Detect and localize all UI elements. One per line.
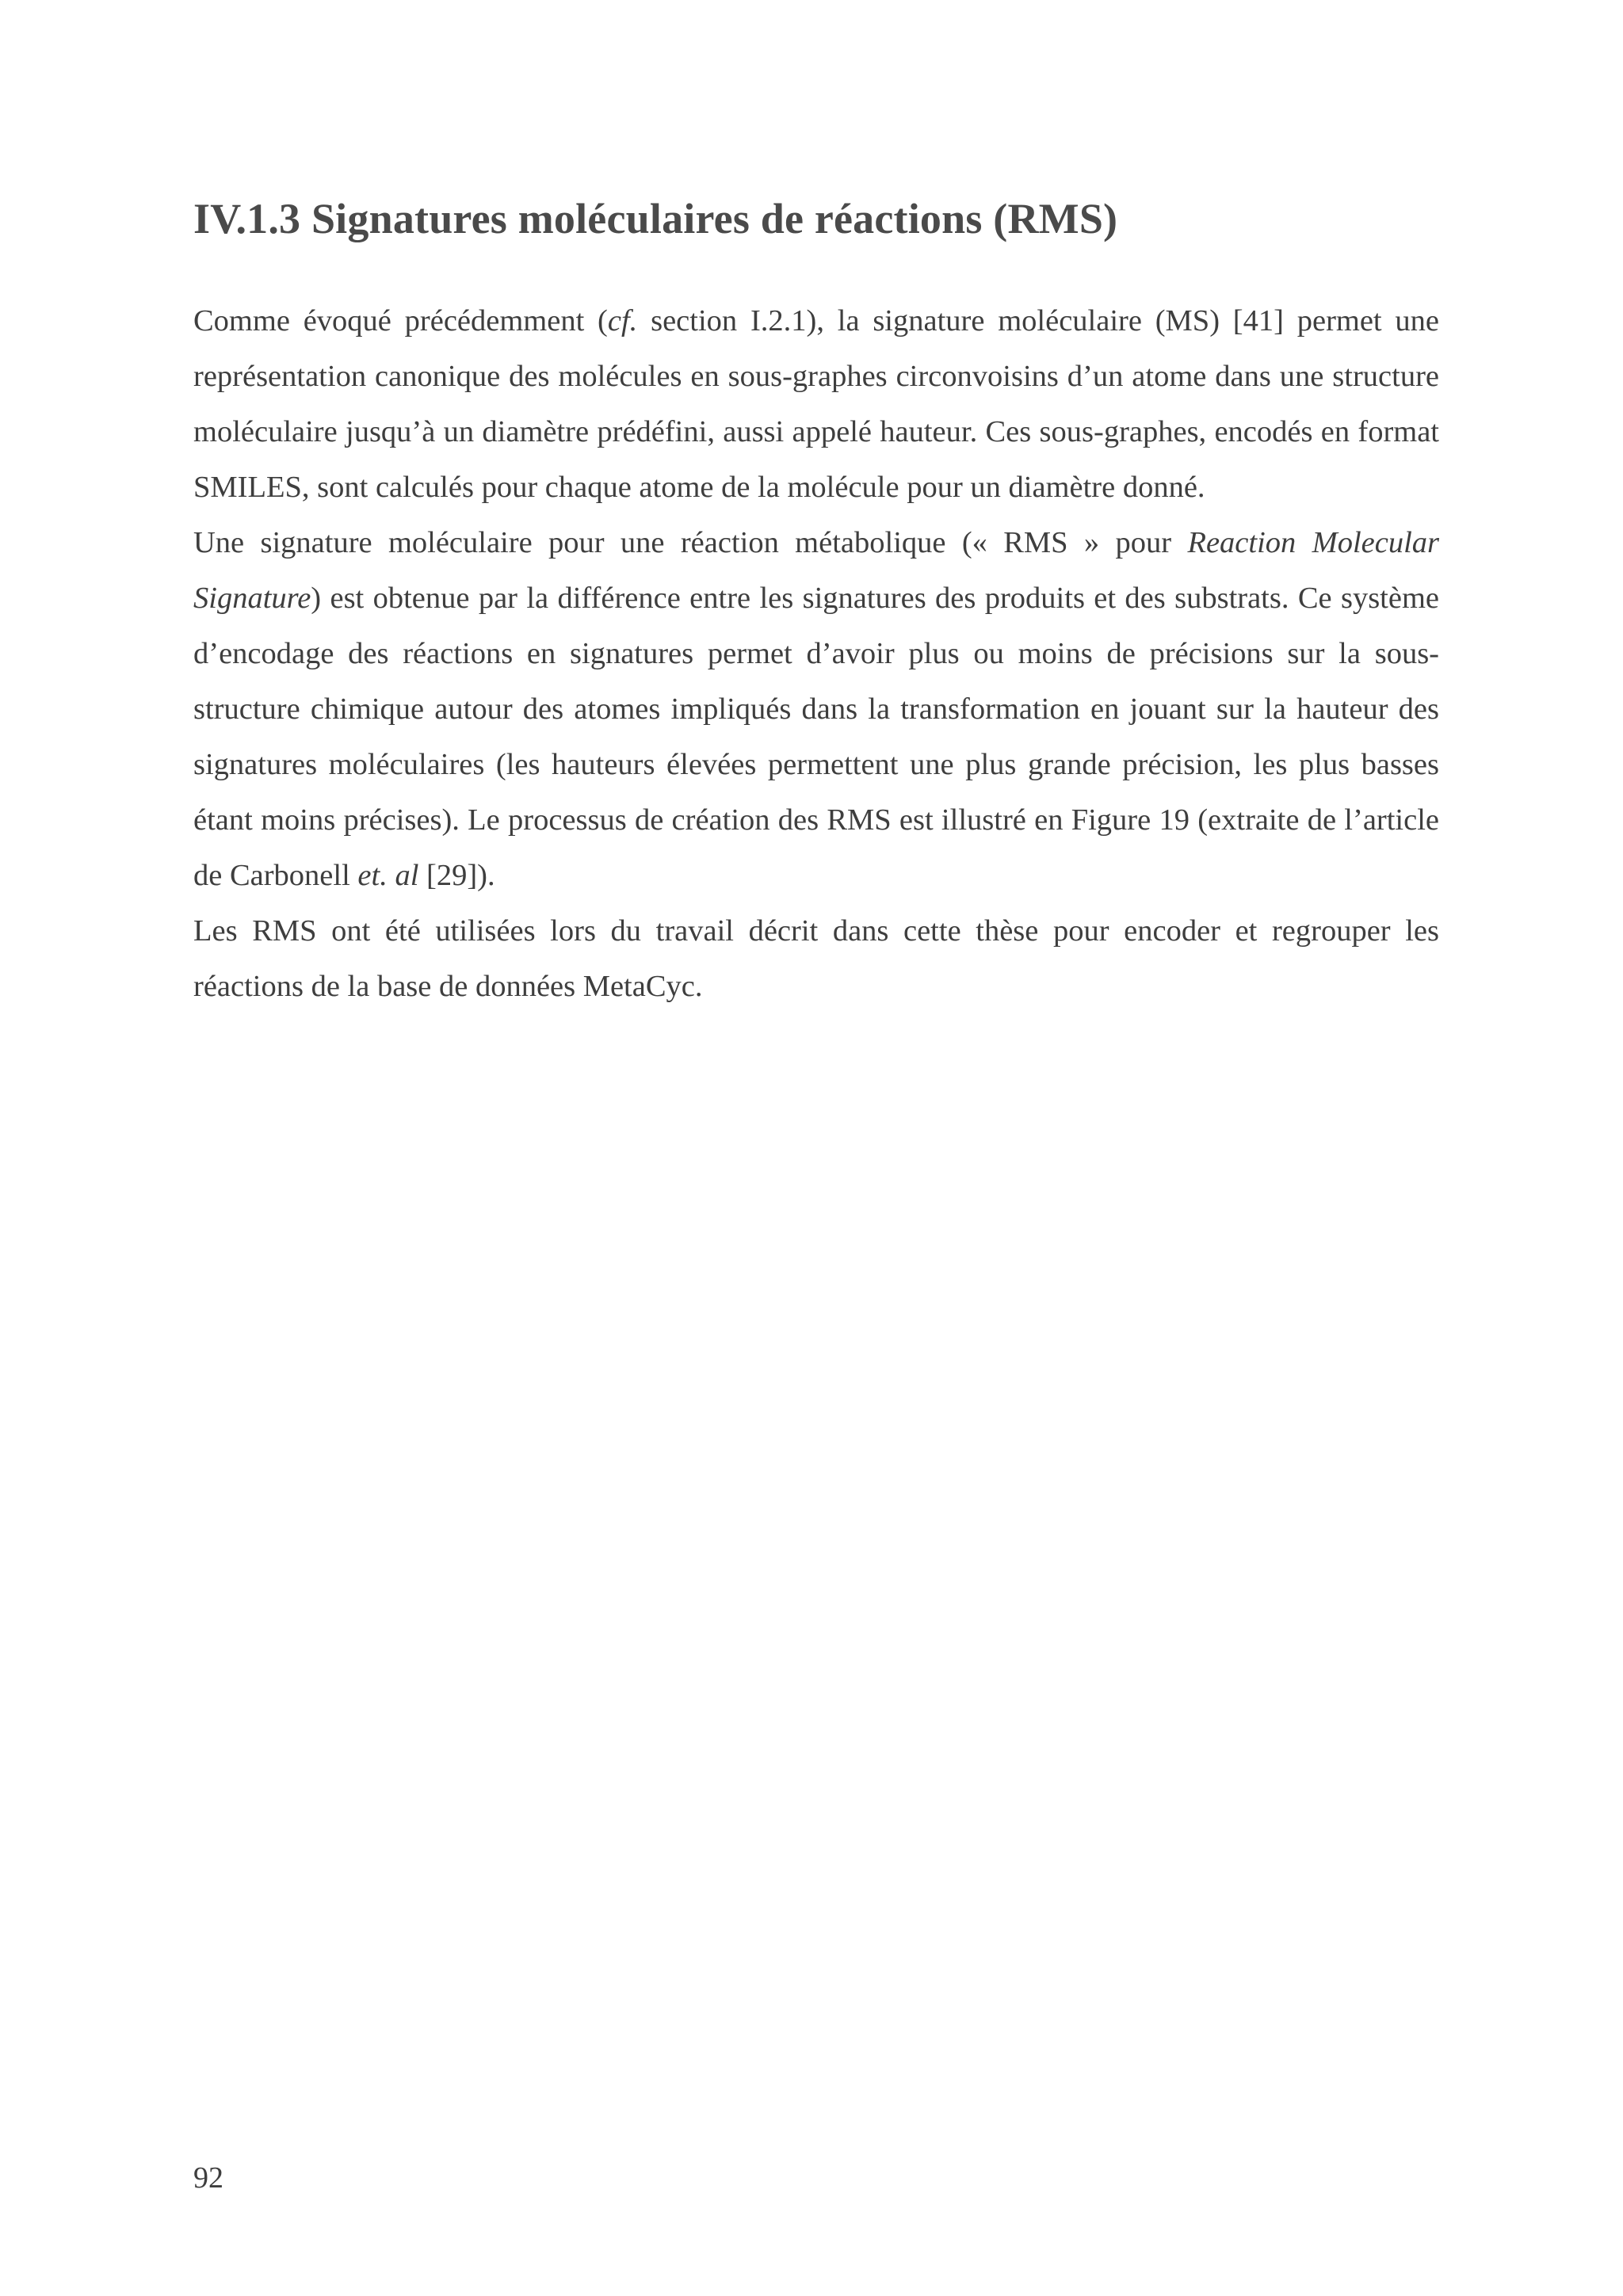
page-number: 92 — [193, 2161, 223, 2195]
text-run: Une signature moléculaire pour une réaction métabolique (« RMS » pour — [193, 526, 1188, 559]
text-run: [29]). — [418, 859, 495, 892]
italic-term: Reaction Molecular Signature — [193, 526, 1439, 615]
text-run: Les RMS ont été utilisées lors du travail décrit dans cette thèse pour encoder et regrouper les réactions de la base de données MetaCyc. — [193, 914, 1439, 1003]
text-run: section I.2.1), la signature moléculaire (MS) [41] permet une représentation canonique des molécules en sous-graphes circonvoisins d’un atome dans une structure moléculaire jusqu’à un diamètre prédéfini, aussi appelé hauteur. Ces sous-graphes, encodés en format SMILES, sont calculés pour chaque atome de la molécule pour un diamètre donné. — [193, 304, 1440, 504]
paragraph-rms-usage — [193, 903, 1439, 1014]
text-run: Comme évoqué précédemment ( — [193, 304, 608, 338]
section-heading: IV.1.3 Signatures moléculaires de réactions (RMS) — [193, 195, 1118, 242]
paragraph-ms-definition — [193, 293, 1439, 515]
italic-et-al: et. al — [357, 859, 419, 892]
italic-cf: cf. — [607, 304, 638, 338]
text-run: ) est obtenue par la différence entre les signatures des produits et des substrats. Ce système d’encodage des réactions en signatures permet d’avoir plus ou moins de précisions sur la sous-structure chimique autour des atomes impliqués dans la transformation en jouant sur la hauteur des signatures moléculaires (les hauteurs élevées permettent une plus grande précision, les plus basses étant moins précises). Le processus de création des RMS est illustré en Figure 19 (extraite de l’article de Carbonell — [193, 582, 1439, 892]
paragraph-rms-definition — [193, 515, 1439, 903]
body-text — [193, 293, 1439, 1014]
